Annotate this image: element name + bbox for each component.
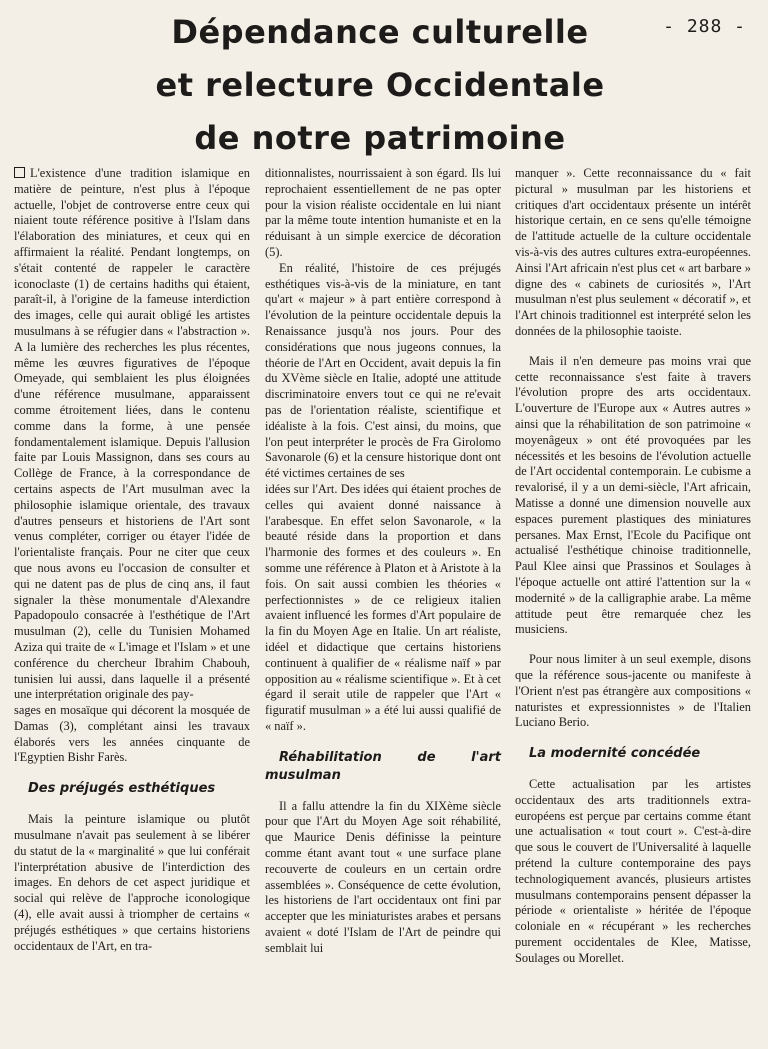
section-heading: La modernité concédée — [529, 746, 701, 762]
paragraph: Pour nous limiter à un seul exemple, disons que la référence sous-jacente ou manifeste à l'Orient n'est pas étrangère aux compositions « naturistes et expressionnistes » de l'Italien Luciano Berio. — [515, 652, 751, 730]
paragraph: Cette actualisation par les artistes occidentaux des arts traditionnels extra-européens est perçue par certains comme étant une actualisation « tout court ». C'est-à-dire que sous le couvert de l'Universalité à laquelle prétend la culture contemporaine des pays technologiquement avancés, plusieurs artistes musulmans contemporains pensent dépasser la période « orientaliste » héritée de l'époque coloniale en « récupérant » les recherches purement occidentales de Klee, Matisse, Soulages ou Morellet. — [515, 777, 751, 965]
column-1 — [14, 166, 250, 954]
page-number: - 288 - — [663, 16, 746, 37]
paragraph: ditionnalistes, nourrissaient à son égard. Ils lui reprochaient essentiellement de ne pas opter pour la vision réaliste occidentale en lui niant par la même toute intention humaniste et en la réduisant à un simple exercice de décoration (5). — [265, 166, 501, 259]
column-3 — [515, 166, 751, 967]
headline-line-3: de notre patrimoine — [194, 119, 566, 157]
headline-line-2: et relecture Occidentale — [155, 66, 605, 104]
section-heading: Des préjugés esthétiques — [28, 781, 216, 797]
paragraph: En réalité, l'histoire de ces préjugés esthétiques vis-à-vis de la miniature, en tant qu'art « majeur » à part entière correspond à l'évolution de la peinture occidentale depuis la Renaissance jusqu'à nos jours. Pour des considérations que nous jugeons connues, la théorie de l'Art en Occident, avait depuis la fin du XVème siècle en Italie, adopté une attitude discriminatoire envers tout ce qui ne re'evait pas de l'orientation réaliste, scientifique et idéaliste à la fois. C'est ainsi, du moins, que l'on peut interpréter le procès de Fra Girolomo Savonarole (6) et la censure historique dont ont été victimes certaines de ses — [265, 260, 501, 481]
paragraph: Mais la peinture islamique ou plutôt musulmane n'avait pas seulement à se libérer du statut de la « marginalité » que lui conférait l'interprétation abusive de l'interdiction des images. En dehors de cet aspect juridique et social qui relève de l'approche iconologique (4), elle avait aussi à triompher de certains « préjugés esthétiques » que certains historiens occidentaux de l'Art, en tra- — [14, 812, 250, 953]
paragraph: Mais il n'en demeure pas moins vrai que cette reconnaissance s'est faite à travers l'évolution propre des arts occidentaux. L'ouverture de l'Europe aux « Autres autres » ainsi que la réhabilitation de son patrimoine « moyenâgeux » ont été provoquées par les nécessités et les besoins de l'évolution actuelle de l'Art occidental contemporain. Le cubisme a revalorisé, il y a un demi-siècle, l'Art africain, Matisse a donné une dimension nouvelle aux espaces purement plastiques des miniatures persanes. Max Ernst, l'Ecole du Pacifique ont actualisé l'esthétique chinoise traditionnelle, Paul Klee ainsi que Prassinos et Soulages à l'époque actuelle ont attiré l'attention sur la « modernité » de la calligraphie arabe. La même attitude peut être remarquée chez les musiciens. — [515, 353, 751, 637]
headline-line-1: Dépendance culturelle — [171, 13, 589, 51]
paragraph: Il a fallu attendre la fin du XIXème siècle pour que l'Art du Moyen Age soit réhabilité, que Maurice Denis définisse la peinture comme étant avant tout « une surface plane recouverte de couleurs en un certain ordre assemblées ». Conséquence de cette évolution, les historiens de l'art occidentaux ont fini par accepter que les miniaturistes arabes et persans avaient « doté l'Islam de l'Art de peindre qui semblait lui — [265, 798, 501, 955]
paragraph-text: L'existence d'une tradition islamique en matière de peinture, n'est plus à l'époque actuelle, l'objet de controverse entre ceux qui niaient toute référence positive à l'Islam dans l'élaboration des miniatures, et ceux qui en affirmaient la réalité. Pendant longtemps, on s'était contenté de rappeler le caractère iconoclaste (1) de certains hadiths qui étaient, paraît-il, à l'origine de la fameuse interdiction des images, celle qui aurait obligé les artistes musulmans à se réfugier dans « l'abstraction ». A la lumière des recherches les plus récentes, même les œuvres figuratives de l'époque Omeyade, qui semblaient les plus éloignées d'une référence musulmane, apparaissent comme étroitement liées, dans le contenu comme dans la forme, à une pensée fondamentalement islamique. Depuis l'allusion faite par Louis Massignon, dans ses cours au Collège de France, à la correspondance de certains aspects de l'Art musulman avec la philosophie islamique orientale, des travaux d'autres penseurs et historiens de l'Art sont venus compléter, corriger ou étayer l'idée de l'orientaliste français. Pour ne citer que ceux que nous avons eu l'occasion de consulter et qui ne datent pas de plus de cinq ans, il faut signaler la thèse monumentale d'Alexandre Papadopoulo consacrée à l'esthétique de l'Art musulman (2), celle du Tunisien Mohamed Aziza qui traite de « L'image et l'Islam » et une conférence du chercheur Ibrahim Chabouh, tunisien lui aussi, dans laquelle il a présenté une interprétation originale des pay- — [14, 166, 250, 702]
paragraph: sages en mosaïque qui décorent la mosquée de Damas (3), complétant ainsi les travaux élaborés vers les années cinquante de l'Egyptien Bishr Farès. — [14, 703, 250, 765]
section-heading: Réhabilitation de l'art musulman — [265, 749, 501, 783]
column-2 — [265, 166, 501, 957]
paragraph: idées sur l'Art. Des idées qui étaient proches de celles qui avaient donné naissance à l'arabesque. En effet selon Savonarole, « la beauté réside dans la proportion et dans l'harmonie des formes et des couleurs ». En somme une référence à Platon et à Aristote à la fois. On sait aussi combien les théories « perfectionnistes » de ce religieux italien avaient influencé les formes d'Art populaire de la fin du Moyen Age en Italie. Un art réaliste, idéel et didactique que certains historiens continuent à qualifier de « réalisme naïf » par opposition au « réalisme scientifique ». Et à cet égard il serait utile de rappeler que l'Art « figuratif musulman » a été lui aussi qualifié de « naïf ». — [265, 481, 501, 733]
section-marker-icon — [14, 167, 25, 178]
paragraph: manquer ». Cette reconnaissance du « fait pictural » musulman par les historiens et critiques d'art occidentaux présente un intérêt historique certain, en ce sens qu'elle témoigne de l'attitude actuelle de la culture occidentale vis-à-vis des autres cultures extra-européennes. Ainsi l'Art africain n'est plus cet « art barbare » digne des « cabinets de curiosités », l'Art musulman n'est plus seulement « décoratif », et l'Art chinois traditionnel est interprété selon les données de la philosophie taoiste. — [515, 166, 751, 338]
paragraph — [14, 166, 250, 703]
article-headline — [100, 6, 660, 165]
